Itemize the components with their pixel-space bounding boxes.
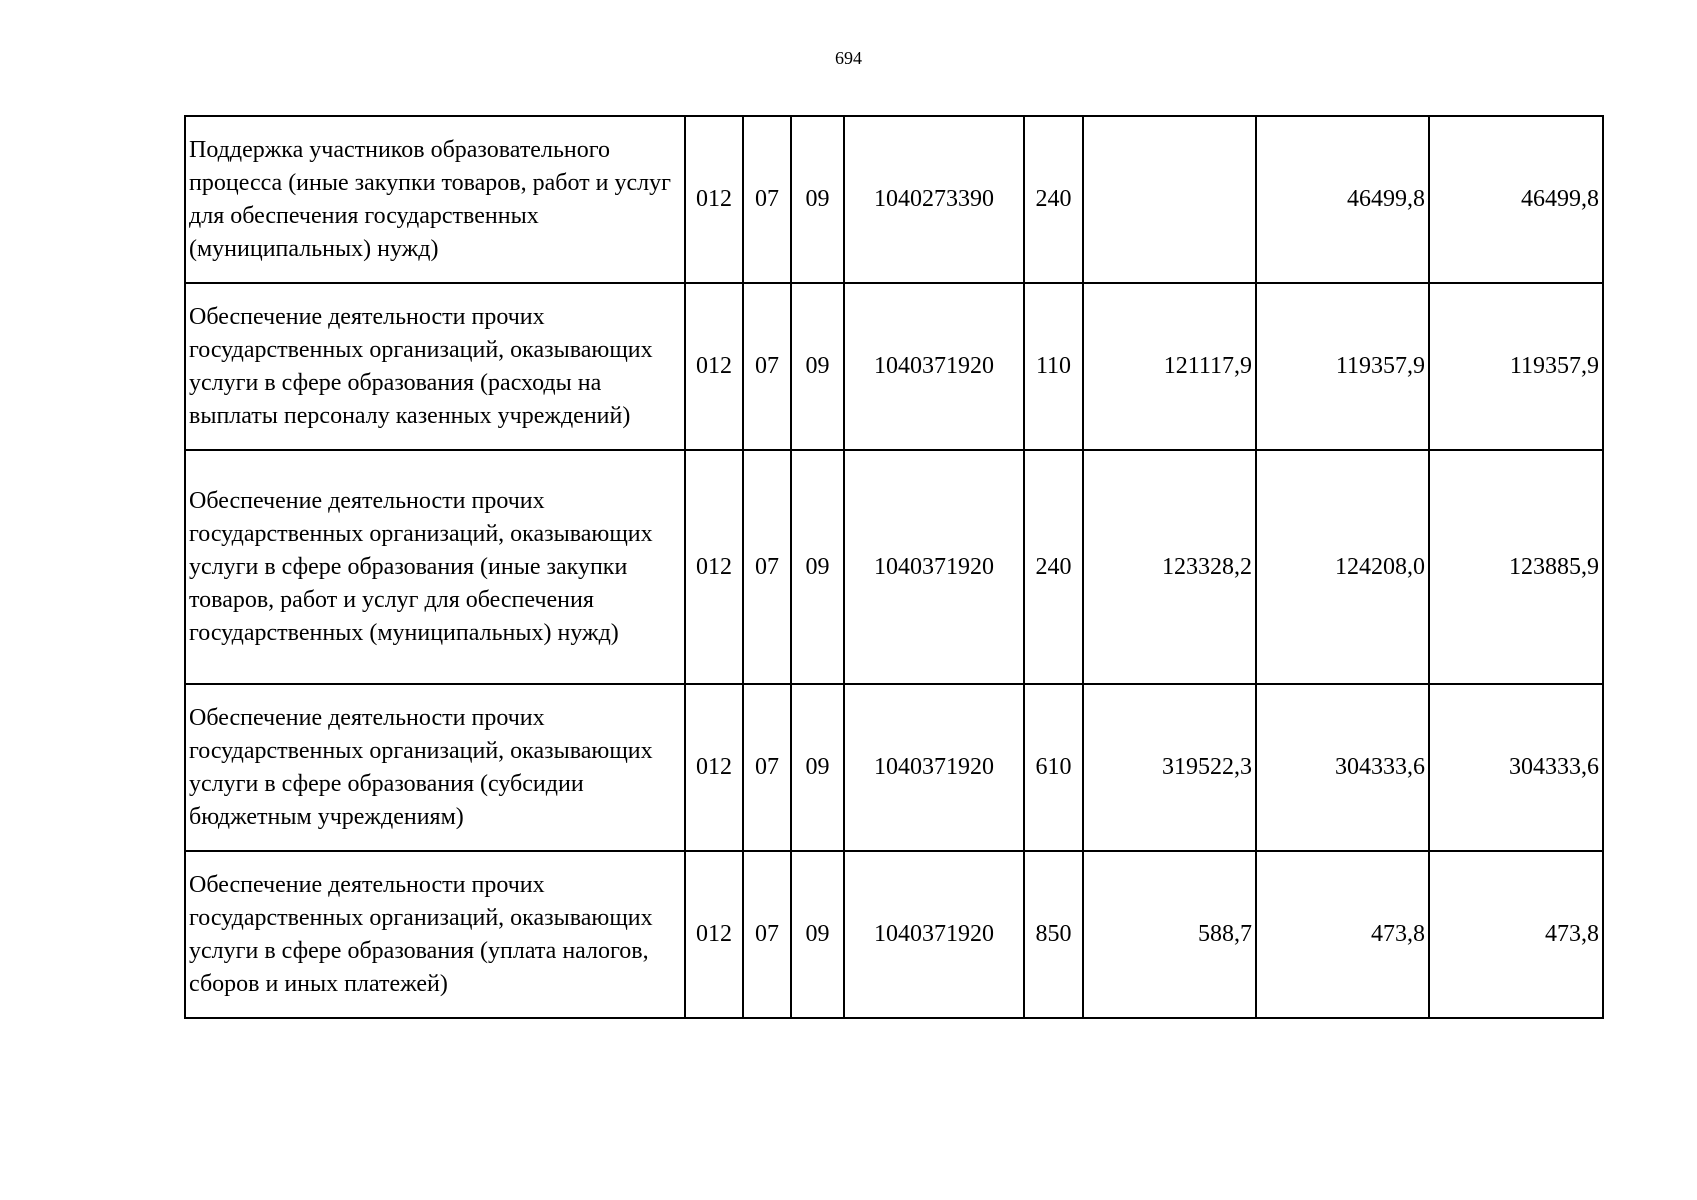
target-item-cell: 1040273390	[844, 116, 1024, 283]
amount-year3-cell: 119357,9	[1429, 283, 1603, 450]
section-cell: 07	[743, 851, 791, 1018]
row-name-cell: Обеспечение деятельности прочих государственных организаций, оказывающих услуги в сфере образования (уплата налогов, сборов и иных платежей)	[185, 851, 685, 1018]
grbs-cell: 012	[685, 851, 743, 1018]
row-name-cell: Обеспечение деятельности прочих государственных организаций, оказывающих услуги в сфере образования (расходы на выплаты персоналу казенных учреждений)	[185, 283, 685, 450]
amount-year1-cell: 123328,2	[1083, 450, 1256, 684]
amount-year3-cell: 473,8	[1429, 851, 1603, 1018]
row-name-cell: Обеспечение деятельности прочих государственных организаций, оказывающих услуги в сфере образования (иные закупки товаров, работ и услуг для обеспечения государственных (муниципальных) нужд)	[185, 450, 685, 684]
amount-year2-cell: 124208,0	[1256, 450, 1429, 684]
table-row	[185, 283, 1603, 450]
section-cell: 07	[743, 283, 791, 450]
section-cell: 07	[743, 116, 791, 283]
subsection-cell: 09	[791, 116, 844, 283]
amount-year3-cell: 123885,9	[1429, 450, 1603, 684]
expense-type-cell: 240	[1024, 450, 1083, 684]
target-item-cell: 1040371920	[844, 450, 1024, 684]
grbs-cell: 012	[685, 283, 743, 450]
table-row	[185, 851, 1603, 1018]
amount-year3-cell: 46499,8	[1429, 116, 1603, 283]
row-name-cell: Поддержка участников образовательного процесса (иные закупки товаров, работ и услуг для обеспечения государственных (муниципальных) нужд)	[185, 116, 685, 283]
section-cell: 07	[743, 450, 791, 684]
table-row	[185, 684, 1603, 851]
target-item-cell: 1040371920	[844, 684, 1024, 851]
amount-year1-cell: 319522,3	[1083, 684, 1256, 851]
amount-year2-cell: 473,8	[1256, 851, 1429, 1018]
expense-type-cell: 240	[1024, 116, 1083, 283]
amount-year1-cell	[1083, 116, 1256, 283]
row-name-cell: Обеспечение деятельности прочих государственных организаций, оказывающих услуги в сфере образования (субсидии бюджетным учреждениям)	[185, 684, 685, 851]
target-item-cell: 1040371920	[844, 283, 1024, 450]
expense-type-cell: 850	[1024, 851, 1083, 1018]
subsection-cell: 09	[791, 450, 844, 684]
grbs-cell: 012	[685, 116, 743, 283]
subsection-cell: 09	[791, 684, 844, 851]
page-number: 694	[835, 48, 862, 68]
amount-year1-cell: 121117,9	[1083, 283, 1256, 450]
table-row	[185, 116, 1603, 283]
amount-year2-cell: 119357,9	[1256, 283, 1429, 450]
section-cell: 07	[743, 684, 791, 851]
expense-type-cell: 610	[1024, 684, 1083, 851]
budget-table	[184, 115, 1604, 1019]
amount-year2-cell: 46499,8	[1256, 116, 1429, 283]
amount-year1-cell: 588,7	[1083, 851, 1256, 1018]
subsection-cell: 09	[791, 851, 844, 1018]
target-item-cell: 1040371920	[844, 851, 1024, 1018]
subsection-cell: 09	[791, 283, 844, 450]
table-row	[185, 450, 1603, 684]
grbs-cell: 012	[685, 450, 743, 684]
grbs-cell: 012	[685, 684, 743, 851]
amount-year2-cell: 304333,6	[1256, 684, 1429, 851]
expense-type-cell: 110	[1024, 283, 1083, 450]
amount-year3-cell: 304333,6	[1429, 684, 1603, 851]
